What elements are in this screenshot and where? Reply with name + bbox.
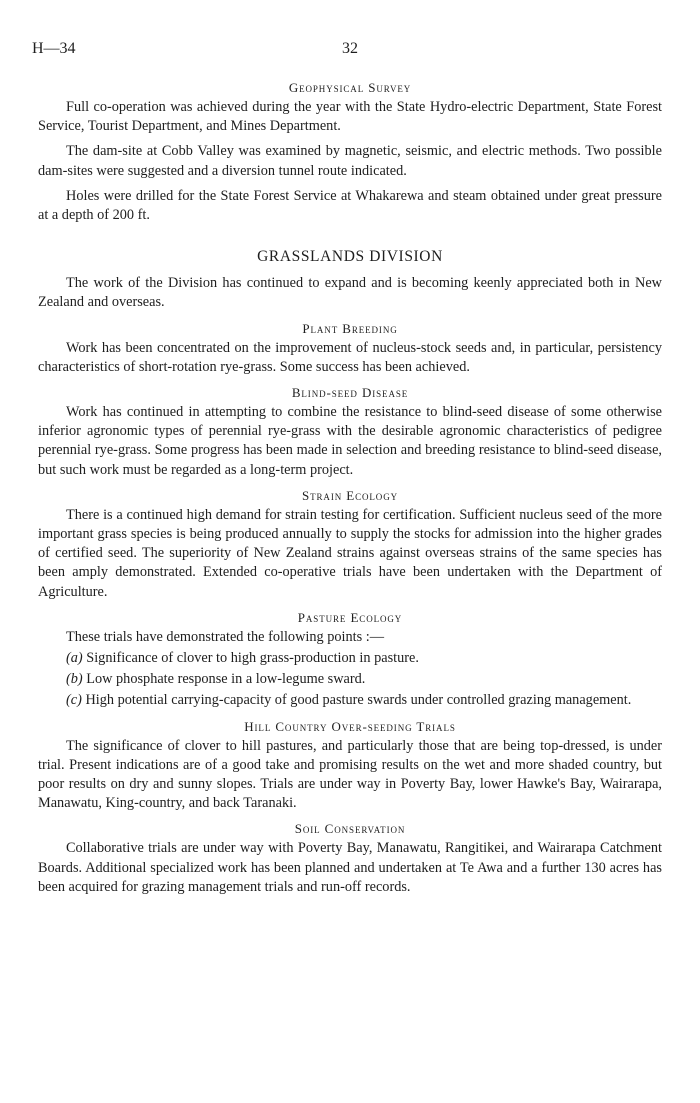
list-item-text: Significance of clover to high grass-production in pasture. xyxy=(86,650,419,667)
report-reference: H—34 xyxy=(32,40,76,57)
hill-country-section xyxy=(38,717,662,814)
paragraph: Holes were drilled for the State Forest Service at Whakarewa and steam obtained under great pressure at a depth of 200 ft. xyxy=(38,187,662,224)
section-heading: Pasture Ecology xyxy=(297,609,403,625)
list-item-label: (b) xyxy=(66,671,83,688)
list-item xyxy=(38,649,662,668)
paragraph: There is a continued high demand for strain testing for certification. Sufficient nucleus seed of the more important grass species is being produced annually to supply the stocks for admission into the higher grades of certified seed. The superiority of New Zealand strains against overseas strains of the same species has been amply demonstrated. Extended co-operative trials have been undertaken with the Department of Agriculture. xyxy=(38,506,662,600)
section-heading: Plant Breeding xyxy=(302,320,398,336)
section-heading: Hill Country Over-seeding Trials xyxy=(244,718,456,734)
page-number: 32 xyxy=(342,40,358,57)
list-item xyxy=(38,670,662,689)
section-heading: Blind-seed Disease xyxy=(291,385,409,401)
division-heading: GRASSLANDS DIVISION xyxy=(257,248,443,266)
list-item xyxy=(38,691,662,710)
list-item-text: High potential carrying-capacity of good pasture swards under controlled grazing management. xyxy=(85,692,632,709)
section-heading: Soil Conservation xyxy=(294,821,406,837)
soil-conservation-section xyxy=(38,819,662,897)
grasslands-division-section xyxy=(38,247,662,312)
paragraph: The dam-site at Cobb Valley was examined by magnetic, seismic, and electric methods. Two possible dam-sites were suggested and a diversion tunnel route indicated. xyxy=(38,143,662,179)
paragraph: Full co-operation was achieved during the year with the State Hydro-electric Department, State Forest Service, Tourist Department, and Mines Department. xyxy=(38,99,662,135)
section-heading: Geophysical Survey xyxy=(288,80,412,95)
paragraph: These trials have demonstrated the following points :— xyxy=(66,628,385,645)
page-body xyxy=(38,78,662,897)
list-item-label: (a) xyxy=(66,650,83,667)
section-heading: Strain Ecology xyxy=(301,487,399,503)
paragraph: Work has been concentrated on the improvement of nucleus-stock seeds and, in particular, persistency characteristics of short-rotation rye-grass. Some success has been achieved. xyxy=(38,339,662,375)
plant-breeding-section xyxy=(38,319,662,377)
blind-seed-disease-section xyxy=(38,383,662,480)
geophysical-survey-section xyxy=(38,78,662,225)
paragraph: Work has continued in attempting to combine the resistance to blind-seed disease of some otherwise inferior agronomic types of perennial rye-grass with the desirable agronomic characteristics of pedigree perennial rye-grass. Some progress has been made in selection and breeding resistance to blind-seed disease, but such work must be regarded as a long-term project. xyxy=(38,404,662,478)
strain-ecology-section xyxy=(38,486,662,602)
paragraph: The significance of clover to hill pastures, and particularly those that are being top-dressed, is under trial. Present indications are of a good take and promising results on the wet and more shaded country, but poor results on dry and sunny slopes. Trials are under way in Poverty Bay, lower Hawke's Bay, Wairarapa, Manawatu, King-country, and back Taranaki. xyxy=(38,737,662,812)
list-item-text: Low phosphate response in a low-legume sward. xyxy=(86,671,366,688)
pasture-ecology-section xyxy=(38,608,662,711)
paragraph: The work of the Division has continued to expand and is becoming keenly appreciated both in New Zealand and overseas. xyxy=(38,275,662,311)
paragraph: Collaborative trials are under way with Poverty Bay, Manawatu, Rangitikei, and Wairarapa Catchment Boards. Additional specialized work has been planned and undertaken at Te Awa and a further 130 acres has been acquired for grazing management trials and run-off records. xyxy=(38,840,662,895)
list-item-label: (c) xyxy=(66,692,82,709)
running-header xyxy=(32,40,668,62)
